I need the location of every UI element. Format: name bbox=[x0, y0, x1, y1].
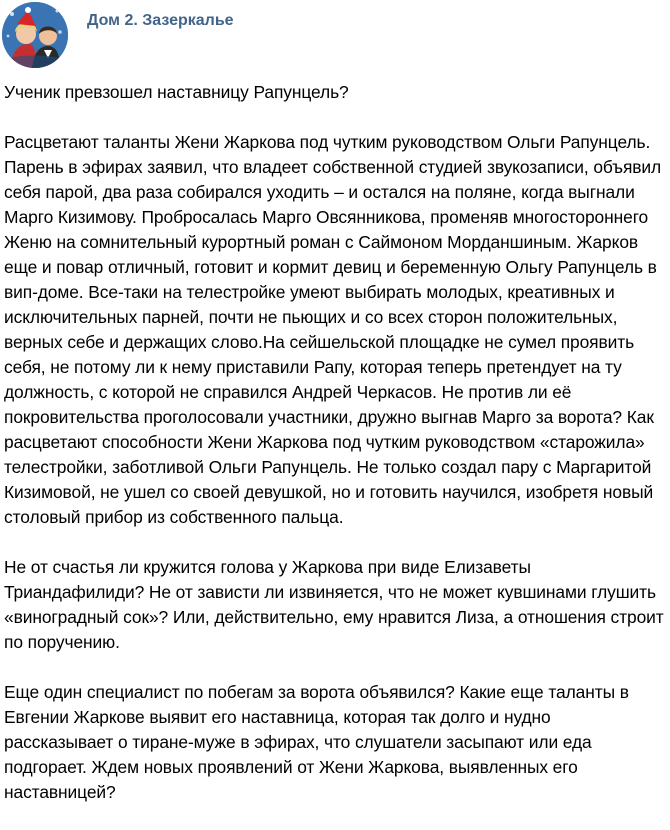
post-paragraph-4: Еще один специалист по побегам за ворота объявился? Какие еще таланты в Евгении Жаркове выявит его наставница, которая так долго и нудно рассказывает о тиране-муже в эфирах, что слушатели засыпают или еда подгорает. Ждем новых проявлений от Жени Жаркова, выявленных его наставницей? bbox=[4, 682, 629, 802]
post-text bbox=[4, 80, 666, 830]
group-avatar-icon[interactable] bbox=[2, 2, 68, 68]
post-header bbox=[0, 0, 670, 74]
group-name-link[interactable]: Дом 2. Зазеркалье bbox=[87, 12, 234, 29]
post-paragraph-3: Не от счастья ли кружится голова у Жаркова при виде Елизаветы Триандафилиди? Не от зависти ли извиняется, что не может кувшинами глушить «виноградный сок»? Или, действительно, ему нравится Лиза, а отношения строит по поручению. bbox=[4, 557, 664, 652]
post-paragraph-1: Ученик превзошел наставницу Рапунцель? bbox=[4, 82, 349, 102]
post-paragraph-2: Расцветают таланты Жени Жаркова под чутким руководством Ольги Рапунцель. Парень в эфирах заявил, что владеет собственной студией звукозаписи, объявил себя парой, два раза собирался уходить – и остался на поляне, когда выгнали Марго Кизимову. Пробросалась Марго Овсянникова, променяв многостороннего Женю на сомнительный курортный роман с Саймоном Морданшиным. Жарков еще и повар отличный, готовит и кормит девиц и беременную Ольгу Рапунцель в вип-доме. Все-таки на телестройке умеют выбирать молодых, креативных и исключительных парней, почти не пьющих и со всех сторон положительных, верных себе и держащих слово.На сейшельской площадке не сумел проявить себя, не потому ли к нему приставили Рапу, которая теперь претендует на ту должность, с которой не справился Андрей Черкасов. Не против ли её покровительства проголосовали участники, дружно выгнав Марго за ворота? Как расцветают способности Жени Жаркова под чутким руководством «старожила» телестройки, заботливой Ольги Рапунцель. Не только создал пару с Маргаритой Кизимовой, не ушел со своей девушкой, но и готовить научился, изобретя новый столовый прибор из собственного пальца. bbox=[4, 132, 662, 527]
